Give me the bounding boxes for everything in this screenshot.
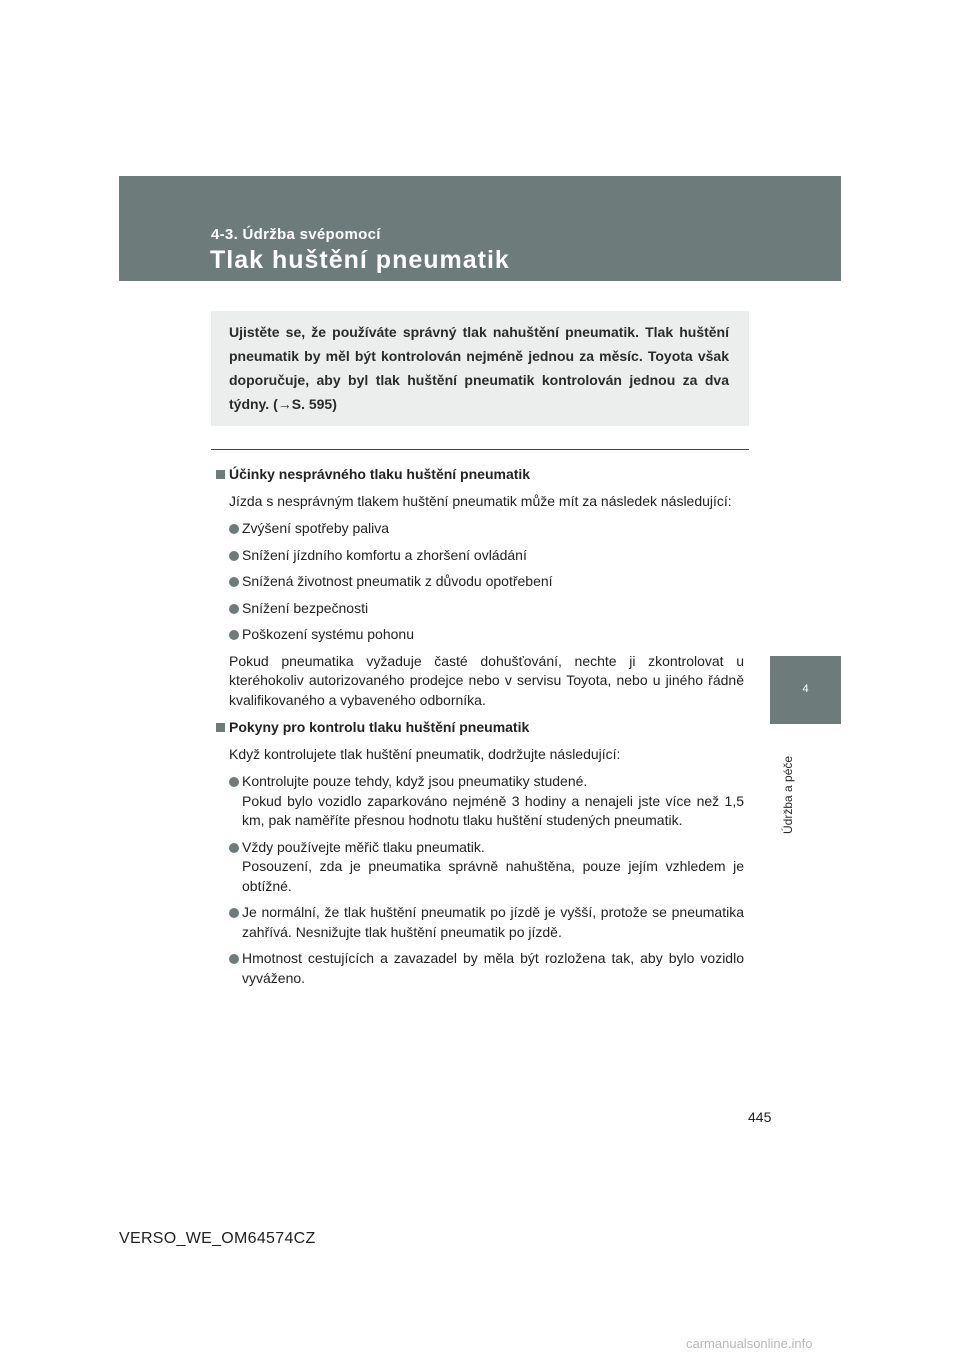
list-item <box>216 519 744 539</box>
list-item-text: Snížení jízdního komfortu a zhoršení ovládání <box>242 546 527 563</box>
list-item-detail: Posouzení, zda je pneumatika správně nahuštěna, pouze jejím vzhledem je obtížné. <box>242 858 744 894</box>
list-item <box>216 599 744 619</box>
main-content <box>216 465 744 995</box>
round-bullet-icon <box>229 524 239 534</box>
square-bullet-icon <box>216 470 225 479</box>
page-number: 445 <box>748 1109 772 1125</box>
page-title: Tlak huštění pneumatik <box>210 246 510 274</box>
watermark: carmanualsonline.info <box>686 1336 813 1351</box>
round-bullet-icon <box>229 777 239 787</box>
list-item <box>216 949 744 988</box>
section-heading <box>216 718 744 738</box>
list-item <box>216 546 744 566</box>
chapter-number: 4 <box>802 683 809 695</box>
chapter-label: Údržba a péče <box>781 755 795 834</box>
intro-box <box>211 311 749 426</box>
document-code: VERSO_WE_OM64574CZ <box>119 1230 316 1247</box>
list-item <box>216 572 744 592</box>
list-item-detail: Pokud bylo vozidlo zaparkováno nejméně 3 hodiny a nenajeli jste více než 1,5 km, pak naměříte přesnou hodnotu tlaku huštění studených pneumatik. <box>242 792 744 828</box>
list-item <box>216 838 744 897</box>
round-bullet-icon <box>229 577 239 587</box>
section-heading-text: Pokyny pro kontrolu tlaku huštění pneumatik <box>229 719 530 735</box>
paragraph: Jízda s nesprávným tlakem huštění pneumatik může mít za následek následující: <box>229 492 732 509</box>
chapter-tab <box>770 656 841 724</box>
list-item <box>216 772 744 831</box>
list-item <box>216 625 744 645</box>
list-item <box>216 903 744 942</box>
paragraph: Když kontrolujete tlak huštění pneumatik, dodržujte následující: <box>229 745 621 762</box>
round-bullet-icon <box>229 908 239 918</box>
list-item-text: Zvýšení spotřeby paliva <box>242 520 390 536</box>
list-item-text: Snížená životnost pneumatik z důvodu opotřebení <box>242 573 553 589</box>
list-item-text: Snížení bezpečnosti <box>242 599 369 616</box>
round-bullet-icon <box>229 843 239 853</box>
list-item-text: Vždy používejte měřič tlaku pneumatik. <box>242 838 485 855</box>
round-bullet-icon <box>229 954 239 964</box>
list-item-text: Hmotnost cestujících a zavazadel by měla být rozložena tak, aby bylo vozidlo vyváženo. <box>242 950 744 986</box>
list-item-text: Kontrolujte pouze tehdy, když jsou pneumatiky studené. <box>242 773 588 789</box>
divider <box>211 449 749 450</box>
list-item-text: Poškození systému pohonu <box>242 626 414 642</box>
round-bullet-icon <box>229 551 239 561</box>
section-label: 4-3. Údržba svépomocí <box>211 226 381 243</box>
section-heading <box>216 465 744 485</box>
round-bullet-icon <box>229 630 239 640</box>
paragraph: Pokud pneumatika vyžaduje časté dohušťování, nechte ji zkontrolovat u kteréhokoliv autorizovaného prodejce nebo v servisu Toyota, nebo u jiného řádně kvalifikovaného a vybaveného odborníka. <box>229 652 744 708</box>
square-bullet-icon <box>216 723 225 732</box>
list-item-text: Je normální, že tlak huštění pneumatik po jízdě je vyšší, protože se pneumatika zahřívá. Nesnižujte tlak huštění pneumatik po jízdě. <box>242 904 744 940</box>
section-heading-text: Účinky nesprávného tlaku huštění pneumatik <box>229 466 531 482</box>
round-bullet-icon <box>229 604 239 614</box>
intro-text: Ujistěte se, že používáte správný tlak nahuštění pneumatik. Tlak huštění pneumatik by měl být kontrolován nejméně jednou za měsíc. Toyota však doporučuje, aby byl tlak huštění pneumatik kontrolován jednou za dva týdny. (→S. 595) <box>229 324 729 412</box>
